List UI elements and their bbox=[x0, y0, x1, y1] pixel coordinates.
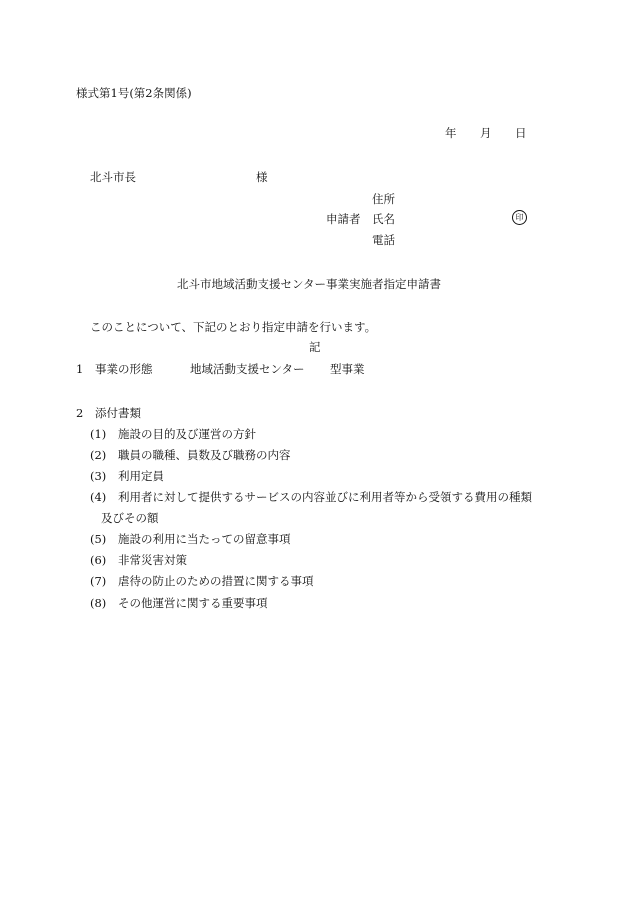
applicant-label: 申請者 bbox=[326, 212, 361, 226]
item-text: 利用定員 bbox=[118, 469, 164, 483]
item-text: 虐待の防止のための措置に関する事項 bbox=[118, 574, 314, 588]
section2-label: 添付書類 bbox=[95, 406, 141, 420]
addressee-honorific: 様 bbox=[256, 170, 268, 184]
date-year: 年 bbox=[445, 126, 457, 140]
item-text: 施設の目的及び運営の方針 bbox=[118, 427, 256, 441]
addressee-name: 北斗市長 bbox=[90, 170, 136, 184]
seal-mark: 印 bbox=[512, 210, 527, 225]
name-label: 氏名 bbox=[372, 212, 395, 226]
item-text-continuation: 及びその額 bbox=[101, 511, 159, 525]
item-number: (4) bbox=[90, 490, 107, 504]
ki-mark: 記 bbox=[309, 340, 321, 354]
section1-number: 1 bbox=[76, 362, 84, 376]
item-number: (5) bbox=[90, 532, 107, 546]
phone-label: 電話 bbox=[372, 233, 395, 247]
item-text: 非常災害対策 bbox=[118, 553, 187, 567]
section2-number: 2 bbox=[76, 406, 84, 420]
item-number: (7) bbox=[90, 574, 107, 588]
form-number: 様式第1号(第2条関係) bbox=[76, 86, 192, 100]
item-number: (1) bbox=[90, 427, 107, 441]
document-title: 北斗市地域活動支援センター事業実施者指定申請書 bbox=[177, 277, 442, 291]
section1-value: 地域活動支援センター bbox=[190, 362, 305, 376]
item-number: (6) bbox=[90, 553, 107, 567]
section1-label: 事業の形態 bbox=[95, 362, 153, 376]
date-month: 月 bbox=[480, 126, 492, 140]
item-text: 施設の利用に当たっての留意事項 bbox=[118, 532, 291, 546]
intro-text: このことについて、下記のとおり指定申請を行います。 bbox=[90, 320, 377, 334]
date-day: 日 bbox=[515, 126, 527, 140]
item-number: (2) bbox=[90, 448, 107, 462]
section1-suffix: 型事業 bbox=[330, 362, 365, 376]
item-number: (3) bbox=[90, 469, 107, 483]
item-text: 利用者に対して提供するサービスの内容並びに利用者等から受領する費用の種類 bbox=[118, 490, 532, 504]
item-text: 職員の職種、員数及び職務の内容 bbox=[118, 448, 291, 462]
address-label: 住所 bbox=[372, 192, 395, 206]
item-text: その他運営に関する重要事項 bbox=[118, 596, 268, 610]
item-number: (8) bbox=[90, 596, 107, 610]
